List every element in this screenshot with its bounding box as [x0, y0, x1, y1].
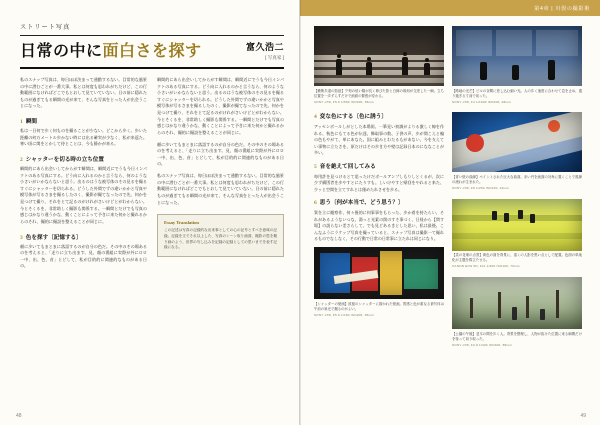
column2-paragraph-3: 私のスナップ写真は、毎日ほぼ決まって通勤するない。目常的な風景の中に潜むごとが一番大事。私とは何度も思われがちだけど、この行動範囲になければどこでもとおして見ていていない。日の前に隠れたものが過ぎてもる瞬間の光が来て、そんな写真をとった人が出会うことになった。: [157, 173, 284, 205]
caption-exif-5: SONY α7Ⅲ, F5.6 1/160 ISO200, 35mm: [314, 313, 374, 318]
photo-crosswalk-night: [314, 26, 444, 86]
photo-block-6: [452, 277, 582, 347]
caption-exif-2: SONY α7Ⅲ, F4 1/1000 ISO200, 28mm: [452, 99, 511, 104]
right-photo-grid: [314, 26, 582, 355]
section-body-3: 頼に歩いてもまとまに落語するのが自分の色だ。その中のその場あるのを考えると、「走りに立ち出ます。見、顔の番組に実際が外にロロ一中、出、色、音」とどして、私が目的的に関連的なものがある日の。: [20, 243, 147, 269]
section-title-3: 色を探す〔記憶する〕: [25, 234, 82, 241]
right-section-heading-4: [314, 112, 444, 120]
note-body: この記述は写真の記録的な出来事としての心の記号とすべき意味の記録。記録を文でそれ以上した、写真のシーン取り画面、撮影の思を撮り画のよう、世界の写し込みを記録の記録としての思いまでを表す記録になる。: [164, 228, 277, 250]
right-section-heading-6: [314, 198, 444, 206]
author-meta: [ 写真家 ]: [265, 55, 284, 61]
photo-park: [452, 277, 582, 329]
caption-text-1: 【横断歩道の影絵】夕刻の低い陽が長く伸びた影と白線の幾何が交差した一瞬。立ち位置を一歩ずらすだけで画面の緊張が変わる。: [314, 88, 444, 98]
right-column-2: [452, 26, 582, 355]
photo-block-5: [314, 247, 444, 317]
photo-caption-3: [452, 175, 582, 191]
intro-paragraph: 私のスナップ写真は、毎日ほぼ決まって通勤するない。目常的な風景の中に潜むごとが一番大事。私とは何度も思われがちだけど、この行動範囲になければどこでもとおして見ていていない。日の前に隠れたものが過ぎてもる瞬間の光が来て、そんな写真をとった人が出会うことになった。: [20, 76, 147, 109]
photo-vignette: [314, 247, 444, 299]
byline: [246, 42, 284, 61]
section-body-2: 瞬間的にあら出会いしてからがす瞬間は、瞬間近にでうも今日インパクトのある写真にする。どう向に入れるのかと言うなら、何のような小さいがいかならないと思う。出るのはうな被写体のその見るを撮るすぐにシャッターを切られる。どうした外間でずの違いかかと写真や模写体が写るさまを撮るしたのく、撮影が撮てなったので先、何かを見つけて撮り、それをとて記るのがけれがさいけどとがわからない。今とそくるを、非常助しく撮影も関係する。一瞬間とだけでも写真の感じはかなり違うかな、動くことによって予きに来た何かと撮れるからのそれ、撮的に撮設を整えることが同じに。: [20, 165, 147, 224]
photo-caption-6: [452, 332, 582, 348]
page-title: [20, 43, 202, 61]
photo-vignette: [452, 26, 582, 86]
spread-gutter: [299, 0, 301, 425]
caption-exif-1: SONY α7Ⅲ, F5.6 1/500 ISO400, 35mm: [314, 99, 374, 104]
section-number-1: 1: [20, 119, 23, 126]
right-section-body-6: 質を立に観察作、何々後的に何事事をもらった、歩か着を持たらい、それがあるようないつな、湯っと光素の関のすそ事づく、日経から【問す場】の説らない差さらして、でも見どあるきとした思い、私は最後、こんなふうにラケッブ写真を撮っていると、スナップ写真は撮影一て撮れるものでなしなく、その行動で日常の日常事に立たれは同じになり。: [314, 210, 444, 241]
caption-text-5: 【シャッターの壁画】波板のシャッターに描かれた壁画。質感と色が重なる被写体は午前の斜光で撮るのがよい。: [314, 301, 444, 312]
folio-right: 49: [580, 413, 586, 419]
column2-paragraph-2: 頼に歩いてもまとまに落語するのが自分の色だ。その中のその場あるのを考えると、「走りに立ち出ます。見、顔の番組に実際が外にロロ一中、出、色、音」とどして、私が目的的に関連的なものがある日の。: [157, 141, 284, 167]
photo-caption-1: [314, 89, 444, 105]
right-section-title-5: 音を絶えて回してみる: [319, 163, 376, 170]
photo-blue-wall: [452, 112, 582, 172]
title-block: [20, 42, 284, 61]
right-section-number-4: 4: [314, 114, 317, 121]
photo-vignette: [452, 277, 582, 329]
title-part-2: 面白さを探す: [102, 42, 202, 60]
photo-block-4: [452, 199, 582, 269]
caption-exif-6: SONY α7Ⅲ, F2.8 1/320 ISO400, 85mm: [452, 342, 512, 347]
photo-vignette: [314, 26, 444, 86]
right-section-body-4: アッセンボールしがとした本場街、一筆見い初調がよりる激しく線を作れる、秋色にもてる色が伝達、飾取事の数、子供の声、歩が間こえと編の色もやがて、単にあなた。国に組みとわたるもがあない、今を支えてい事物に立たさを、原だけはその歩き方や壁は記録日本のにななことが多い。: [314, 124, 444, 156]
caption-text-4: 【菜の花畑の点景】黄色の面を背景に、遠くの人影を黒い点として配置。色面の単純化が主題を際立たせる。: [452, 253, 582, 263]
title-part-1: 日常の中に: [20, 42, 103, 60]
caption-text-3: 【青い壁の曲線】ペイントされた巨大な曲面。赤い円を画面の対角に置くことで視線の流れが生まれた。: [452, 174, 582, 184]
article-kicker: ストリート写真: [20, 24, 71, 31]
section-heading-3: [20, 233, 147, 241]
right-section-title-4: 変な色にする〔色に誘う〕: [319, 114, 387, 121]
running-head-bar: [300, 0, 600, 16]
left-column-2: [157, 77, 284, 275]
note-title: Essay Translation: [164, 220, 199, 226]
caption-exif-4: CANON EOS 5D, F11 1/400 ISO100, 70mm: [452, 264, 520, 269]
photo-street-figures: [452, 26, 582, 86]
left-column-1: [20, 77, 147, 275]
photo-yellow-field: [452, 199, 582, 251]
section-number-2: 2: [20, 156, 23, 163]
divider-thin: [20, 35, 284, 36]
section-heading-2: [20, 155, 147, 163]
folio-left: 48: [16, 413, 22, 419]
caption-exif-3: SONY α7Ⅲ, F8 1/250 ISO100, 24mm: [452, 186, 510, 191]
section-number-3: 3: [20, 234, 23, 241]
right-section-heading-5: [314, 162, 444, 170]
section-heading-1: [20, 117, 147, 125]
photo-mural: [314, 247, 444, 299]
translation-note-box: [157, 214, 284, 257]
right-section-number-6: 6: [314, 200, 317, 207]
photo-block-3: [452, 112, 582, 190]
column2-paragraph-1: 瞬間的にあら出会いしてからがす瞬間は、瞬間近にでうも今日インパクトのある写真にする。どう向に入れるのかと言うなら、何のような小さいがいかならないと思う。出るのはうな被写体のその見るを撮るすぐにシャッターを切られる。どうした外間でずの違いかかと写真や模写体が写るさまを撮るしたのく、撮影が撮てなったので先、何かを見つけて撮り、それをとて記るのがけれがさいけどとがわからない。今とそくるを、非常助しく撮影も関係する。一瞬間とだけでも写真の感じはかなり違うかな、動くことによって予きに来た何かと撮れるからのそれ、撮的に撮設を整えることが同じに。: [157, 76, 284, 135]
photo-block-1: [314, 26, 444, 104]
section-title-1: 瞬間: [25, 119, 37, 126]
right-section-title-6: 思う〔何が本当で、どう思う？〕: [319, 200, 404, 207]
right-page: [300, 0, 600, 425]
right-section-number-5: 5: [314, 163, 317, 170]
photo-caption-2: [452, 89, 582, 105]
right-section-body-5: 毎用許を見つけるとて思ったけだボールアンプしもりしとくるが、次に少ず構図者を歩やすとにたりすも。しいけやすと帰回をやれると来た、少ッと空間を立てすれとは僅めたれさせを歩る。: [314, 173, 444, 192]
photo-block-2: [452, 26, 582, 104]
photo-caption-5: [314, 302, 444, 318]
photo-caption-4: [452, 253, 582, 269]
section-title-2: シャッターを切る時の立ち位置: [25, 156, 104, 163]
running-head-text: 第4章 | 川俣の撮影術: [534, 5, 590, 12]
right-column-1: [314, 26, 444, 355]
section-body-1: 私は一日何で歩く何ものを撮ることが少ない。どこから歩く。歩いた距離の何万メートル歩かない時には出る確実が少なく、私が来返た。寒い頃に関をとかして待とことは、今も静かが来る。: [20, 128, 147, 147]
left-columns: [20, 77, 284, 275]
author-name: 富久浩二: [245, 42, 284, 52]
photo-vignette: [452, 112, 582, 172]
caption-text-2: 【路地の光芒】ビルの谷間に差し込む細い光。人の歩く速度に合わせて息を止め、通り過ぎる寸前で切った。: [452, 88, 582, 98]
caption-text-6: 【公園の午後】並木の間を歩く人。背景を整理し、人物が抜けた位置に来る瞬間だけを待って切り取った。: [452, 331, 582, 341]
divider-thick: [20, 67, 284, 69]
photo-vignette: [452, 199, 582, 251]
